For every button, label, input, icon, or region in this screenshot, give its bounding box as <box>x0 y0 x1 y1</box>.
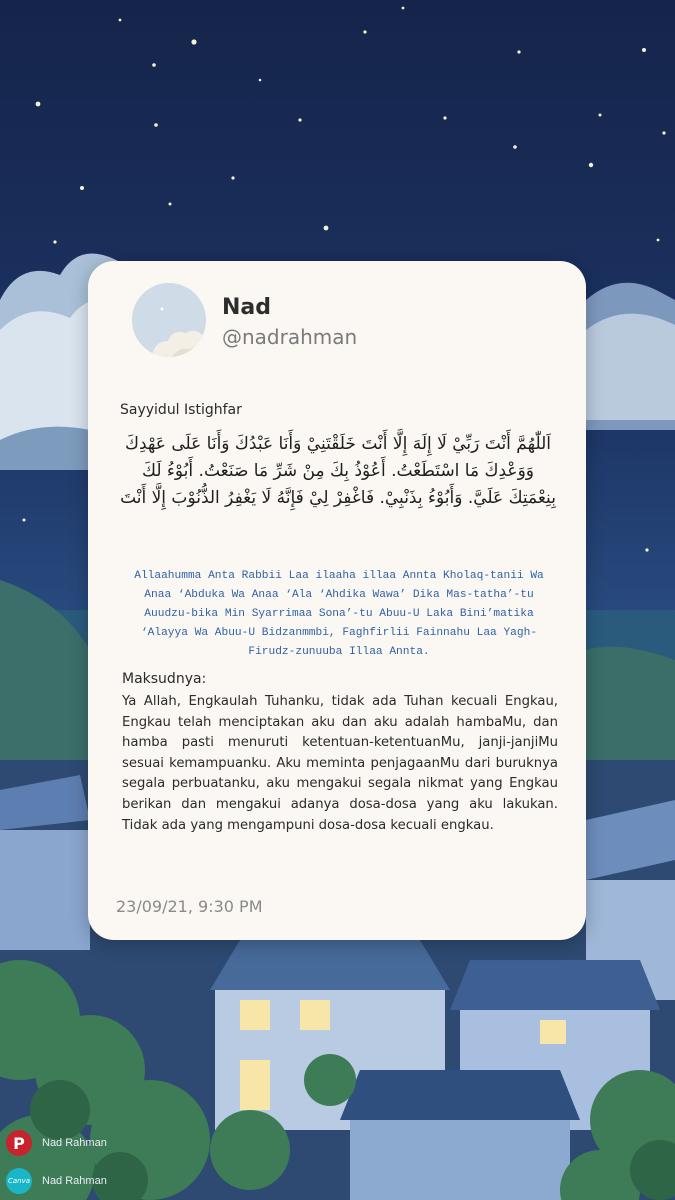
pinterest-icon: P <box>6 1130 32 1156</box>
transliteration-text: Allaahumma Anta Rabbii Laa ilaaha illaa Annta Kholaq-tanii Wa Anaa ‘Abduka Wa Anaa ‘Ala ‘Ahdika Wawa’ Dika Mas-tatha’-tu Auudzu-bika Min Syarrimaa Sona’-tu Abuu-U Laka Bini’matika ‘Alayya Wa Abuu-U Bidzanmmbi, Faghfirlii Fainnahu Laa Yagh-Firudz-zunuuba Illaa Annta. <box>134 570 544 658</box>
canva-icon: Canva <box>6 1168 32 1194</box>
credit-label: Nad Rahman <box>42 1137 107 1149</box>
avatar[interactable] <box>132 283 206 357</box>
meaning-label: Maksudnya: <box>122 671 207 687</box>
clouds-right <box>586 283 675 430</box>
arabic-text: اَللّٰهُمَّ أَنْتَ رَبِّيْ لَا إِلَهَ إِلَّا أَنْتَ خَلَقْتَنِيْ وَأَنَا عَبْدُكَ وَأَنَا عَلَى عَهْدِكَ وَوَعْدِكَ مَا اسْتَطَعْتُ. أَعُوْذُ بِكَ مِنْ شَرِّ مَا صَنَعْتُ. أَبُوْءُ لَكَ بِنِعْمَتِكَ عَلَيَّ. وَأَبُوْءُ بِذَنْبِيْ. فَاغْفِرْ لِيْ فَإِنَّهُ لَا يَغْفِرُ الذُّنُوْبَ إِلَّا أَنْتَ <box>120 434 556 508</box>
credit-canva[interactable] <box>6 1168 107 1194</box>
profile-name[interactable]: Nad <box>222 295 272 320</box>
hill-right <box>586 647 675 760</box>
profile-handle[interactable]: @nadrahman <box>222 325 358 349</box>
credit-pinterest[interactable] <box>6 1130 107 1156</box>
post-title: Sayyidul Istighfar <box>120 402 242 418</box>
credit-label: Nad Rahman <box>42 1175 107 1187</box>
meaning-text: Ya Allah, Engkaulah Tuhanku, tidak ada Tuhan kecuali Engkau, Engkau telah menciptakan aku dan aku adalah hambaMu, dan hamba pasti menuruti ketentuan-ketentuanMu, janji-janjiMu sesuai kemampuanku. Aku meminta penjagaanMu dari buruknya segala perbuatanku, aku mengakui segala nikmat yang Engkau berikan dan mengakui adanya dosa-dosa yang aku lakukan. Tidak ada yang mengampuni dosa-dosa kecuali engkau. <box>122 694 558 833</box>
hill-left <box>0 580 90 760</box>
post-timestamp: 23/09/21, 9:30 PM <box>116 897 263 916</box>
quote-card <box>88 261 586 940</box>
